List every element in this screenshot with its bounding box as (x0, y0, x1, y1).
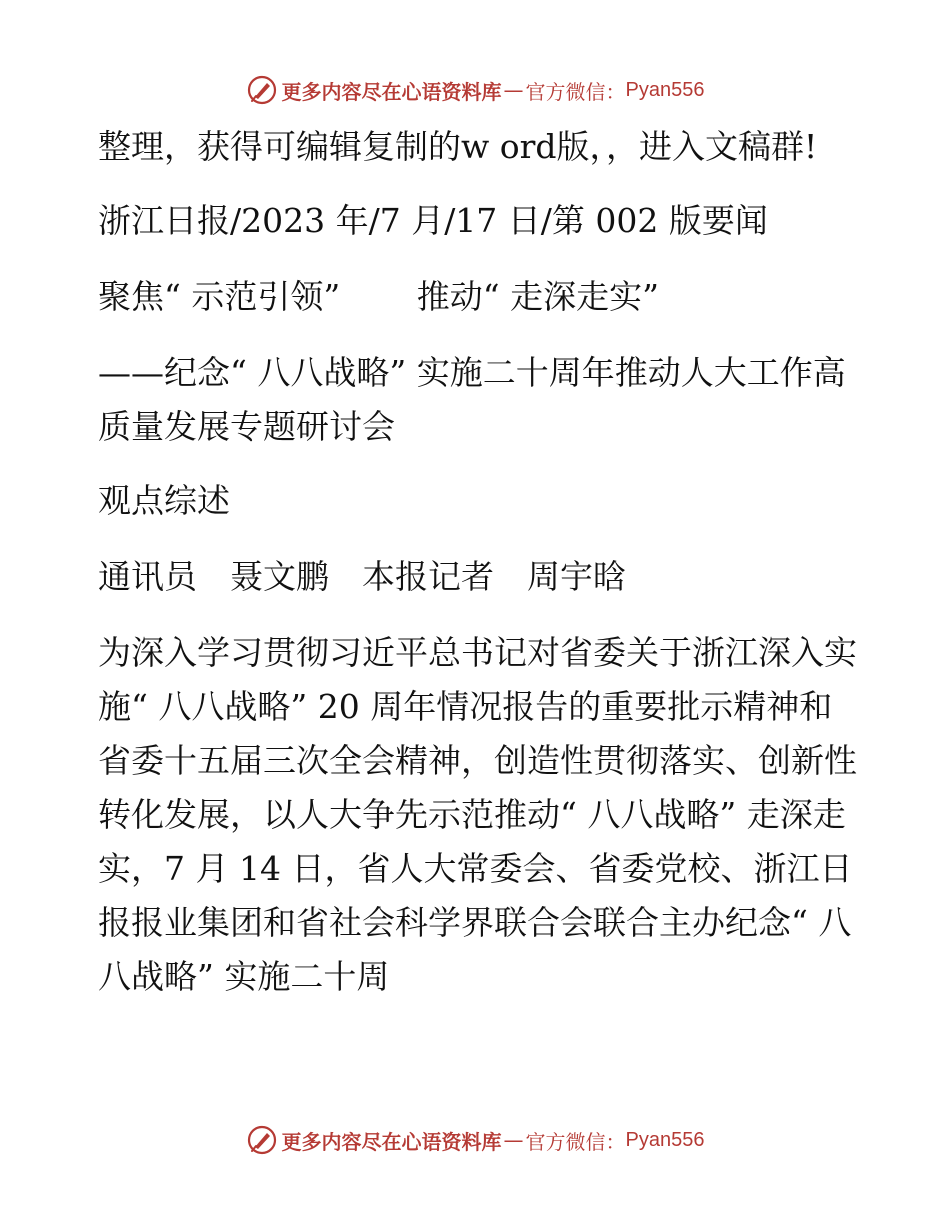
section-label: 观点综述 (98, 481, 230, 520)
article-title: 聚焦“ 示范引领” 推动“ 走深走实” (98, 277, 659, 316)
banner-wechat-id: Pyan556 (625, 1128, 705, 1151)
document-body (98, 120, 858, 1024)
banner-dash: — (503, 78, 524, 102)
quill-logo-icon (246, 1124, 278, 1156)
intro-line: 整理，获得可编辑复制的w ord版，，进入文稿群! (98, 127, 818, 166)
byline: 通讯员 聂文鹏 本报记者 周宇晗 (98, 557, 626, 596)
footer-watermark-banner (0, 1120, 950, 1160)
quill-logo-icon (246, 74, 278, 106)
source-line: 浙江日报/2023 年/7 月/17 日/第 002 版要闻 (98, 201, 768, 240)
header-watermark-banner (0, 70, 950, 110)
banner-slogan: 更多内容尽在心语资料库 (281, 79, 502, 104)
article-subtitle: ——纪念“ 八八战略” 实施二十周年推动人大工作高质量发展专题研讨会 (98, 353, 846, 446)
banner-wechat-label: 官方微信： (525, 1129, 626, 1154)
banner-slogan: 更多内容尽在心语资料库 (281, 1129, 502, 1154)
banner-wechat-label: 官方微信： (525, 79, 626, 104)
banner-wechat-id: Pyan556 (625, 78, 705, 101)
banner-dash: — (503, 1128, 524, 1152)
body-paragraph: 为深入学习贯彻习近平总书记对省委关于浙江深入实施“ 八八战略” 20 周年情况报告的重要批示精神和省委十五届三次全会精神，创造性贯彻落实、创新性转化发展，以人大争先示范推动“ 八八战略” 走深走实，7 月 14 日，省人大常委会、省委党校、浙江日报报业集团和省社会科学界联合会联合主办纪念“ 八八战略” 实施二十周 (98, 633, 857, 996)
